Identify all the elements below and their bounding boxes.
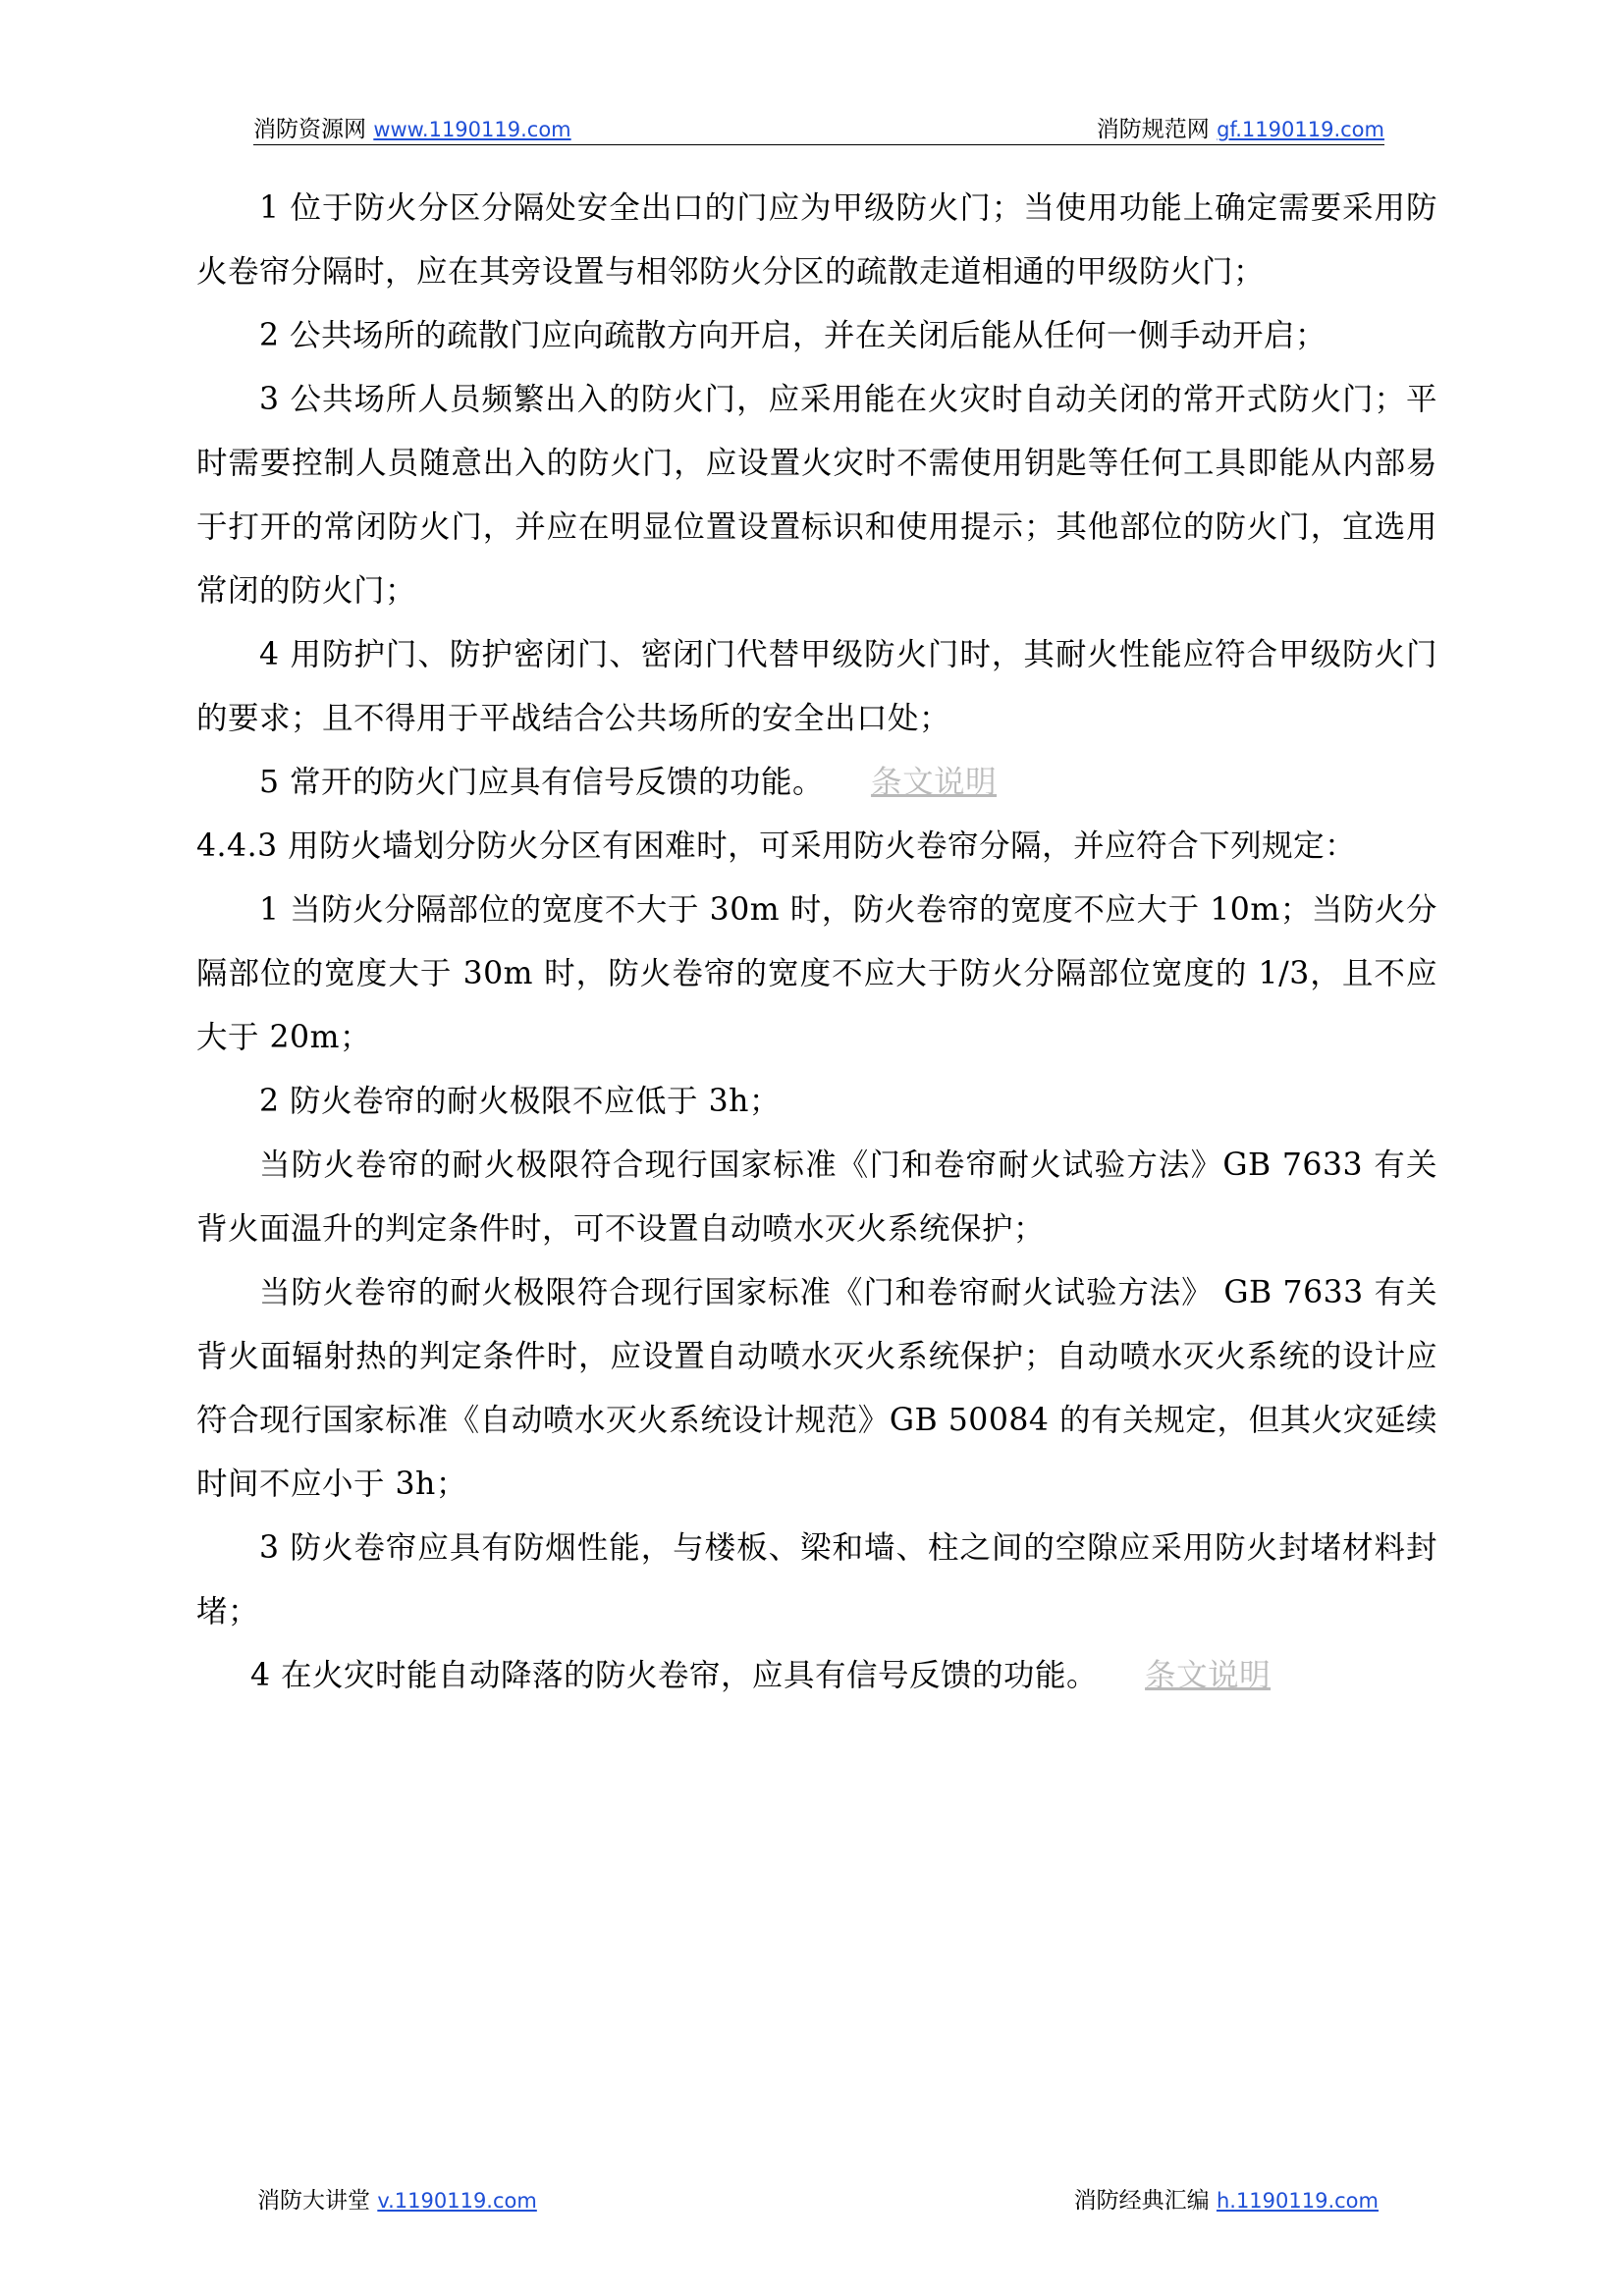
footer-left-link[interactable]: v.1190119.com <box>377 2189 537 2213</box>
footer-right-link[interactable]: h.1190119.com <box>1216 2189 1379 2213</box>
header-left <box>253 116 571 143</box>
header-right <box>1097 116 1384 143</box>
paragraph: 1 位于防火分区分隔处安全出口的门应为甲级防火门；当使用功能上确定需要采用防火卷帘分隔时，应在其旁设置与相邻防火分区的疏散走道相通的甲级防火门； <box>196 190 1437 290</box>
paragraph: 1 当防火分隔部位的宽度不大于 30m 时，防火卷帘的宽度不应大于 10m；当防火分隔部位的宽度大于 30m 时，防火卷帘的宽度不应大于防火分隔部位宽度的 1/3，且不应大于 20m； <box>196 892 1437 1055</box>
paragraph: 当防火卷帘的耐火极限符合现行国家标准《门和卷帘耐火试验方法》GB 7633 有关背火面温升的判定条件时，可不设置自动喷水灭火系统保护； <box>196 1148 1437 1247</box>
paragraph: 2 防火卷帘的耐火极限不应低于 3h； <box>259 1084 781 1119</box>
header-rule <box>253 144 1384 145</box>
header-left-link[interactable]: www.1190119.com <box>373 118 571 141</box>
paragraph: 2 公共场所的疏散门应向疏散方向开启，并在关闭后能从任何一侧手动开启； <box>259 318 1327 353</box>
section-heading: 4.4.3 用防火墙划分防火分区有困难时，可采用防火卷帘分隔，并应符合下列规定： <box>196 828 1357 864</box>
document-body <box>196 177 1437 1708</box>
footer-left-name: 消防大讲堂 <box>257 2188 370 2214</box>
header-left-name: 消防资源网 <box>253 117 366 142</box>
header-right-link[interactable]: gf.1190119.com <box>1217 118 1384 141</box>
paragraph: 3 公共场所人员频繁出入的防火门，应采用能在火灾时自动关闭的常开式防火门；平时需要控制人员随意出入的防火门，应设置火灾时不需使用钥匙等任何工具即能从内部易于打开的常闭防火门，并应在明显位置设置标识和使用提示；其他部位的防火门，宜选用常闭的防火门； <box>196 382 1437 609</box>
footer-right <box>1074 2187 1379 2215</box>
clause-explanation-link[interactable]: 条文说明 <box>1145 1658 1272 1693</box>
footer-right-name: 消防经典汇编 <box>1073 2188 1210 2214</box>
paragraph: 3 防火卷帘应具有防烟性能，与楼板、梁和墙、柱之间的空隙应采用防火封堵材料封堵； <box>196 1530 1437 1629</box>
paragraph: 当防火卷帘的耐火极限符合现行国家标准《门和卷帘耐火试验方法》 GB 7633 有关背火面辐射热的判定条件时，应设置自动喷水灭火系统保护；自动喷水灭火系统的设计应符合现行国家标准《自动喷水灭火系统设计规范》GB 50084 的有关规定，但其火灾延续时间不应小于 3h； <box>196 1275 1437 1502</box>
paragraph-with-link <box>196 751 1437 815</box>
paragraph-with-link <box>196 1644 1437 1708</box>
paragraph-text: 4 在火灾时能自动降落的防火卷帘，应具有信号反馈的功能。 <box>250 1658 1099 1693</box>
paragraph: 4 用防护门、防护密闭门、密闭门代替甲级防火门时，其耐火性能应符合甲级防火门的要求；且不得用于平战结合公共场所的安全出口处； <box>196 637 1437 736</box>
header-right-name: 消防规范网 <box>1096 117 1210 142</box>
footer-left <box>257 2187 537 2215</box>
paragraph-text: 5 常开的防火门应具有信号反馈的功能。 <box>259 765 825 800</box>
clause-explanation-link[interactable]: 条文说明 <box>871 765 998 800</box>
